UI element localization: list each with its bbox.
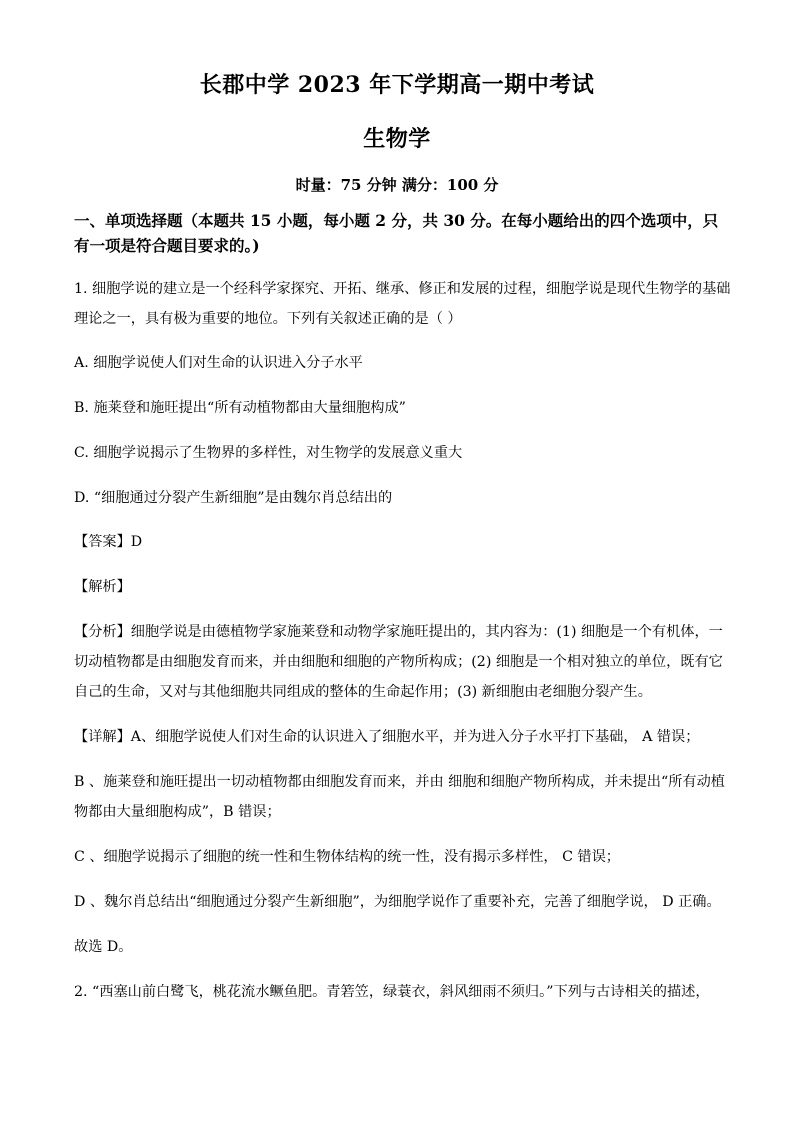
section-heading-line-1: 一、单项选择题（本题共 15 小题，每小题 2 分，共 30 分。在每小题给出的四个选项中，只	[74, 211, 719, 230]
subject-title: 生物学	[363, 126, 431, 152]
q1-detail-line-3: 物都由大量细胞构成”，B 错误；	[74, 804, 281, 820]
q1-option-c: C. 细胞学说揭示了生物界的多样性，对生物学的发展意义重大	[74, 445, 463, 461]
q1-analysis-line-2: 切动植物都是由细胞发育而来，并由细胞和细胞的产物所构成；(2) 细胞是一个相对独立的单位，既有它	[74, 654, 723, 670]
q1-analysis-heading: 【解析】	[74, 579, 131, 595]
q1-analysis-line-3: 自己的生命，又对与其他细胞共同组成的整体的生命起作用；(3) 新细胞由老细胞分裂产生。	[74, 684, 652, 700]
q1-option-d: D. “细胞通过分裂产生新细胞”是由魏尔肖总结出的	[74, 490, 393, 506]
q1-option-a: A. 细胞学说使人们对生命的认识进入分子水平	[74, 355, 363, 371]
q1-stem-line-2: 理论之一，具有极为重要的地位。下列有关叙述正确的是（ ）	[74, 311, 462, 327]
q1-detail-line-4: C 、细胞学说揭示了细胞的统一性和生物体结构的统一性，没有揭示多样性， C 错误；	[74, 849, 620, 865]
section-heading-line-2: 有一项是符合题目要求的。)	[74, 236, 260, 255]
q2-stem-line-1: 2. “西塞山前白鹭飞，桃花流水鳜鱼肥。青箬笠，绿蓑衣，斜风细雨不须归。”下列与古诗相关的描述，	[74, 984, 710, 1000]
q1-detail-line-1: 【详解】A、细胞学说使人们对生命的认识进入了细胞水平，并为进入分子水平打下基础， A 错误；	[74, 729, 700, 745]
q1-option-b: B. 施莱登和施旺提出“所有动植物都由大量细胞构成”	[74, 400, 406, 416]
q1-detail-line-2: B 、施莱登和施旺提出一切动植物都由细胞发育而来，并由 细胞和细胞产物所构成，并未提出“所有动植	[74, 774, 725, 790]
q1-answer: 【答案】D	[74, 534, 143, 550]
q1-stem-line-1: 1. 细胞学说的建立是一个经科学家探究、开拓、继承、修正和发展的过程，细胞学说是现代生物学的基础	[74, 281, 731, 297]
q1-detail-line-6: 故选 D。	[74, 939, 133, 955]
q1-analysis-line-1: 【分析】细胞学说是由德植物学家施莱登和动物学家施旺提出的，其内容为：(1) 细胞是一个有机体，一	[74, 624, 723, 640]
exam-meta: 时量：75 分钟 满分：100 分	[295, 176, 499, 194]
q1-detail-line-5: D 、魏尔肖总结出“细胞通过分裂产生新细胞”，为细胞学说作了重要补充，完善了细胞学说， D 正确。	[74, 894, 721, 910]
exam-title: 长郡中学 2023 年下学期高一期中考试	[199, 72, 595, 98]
